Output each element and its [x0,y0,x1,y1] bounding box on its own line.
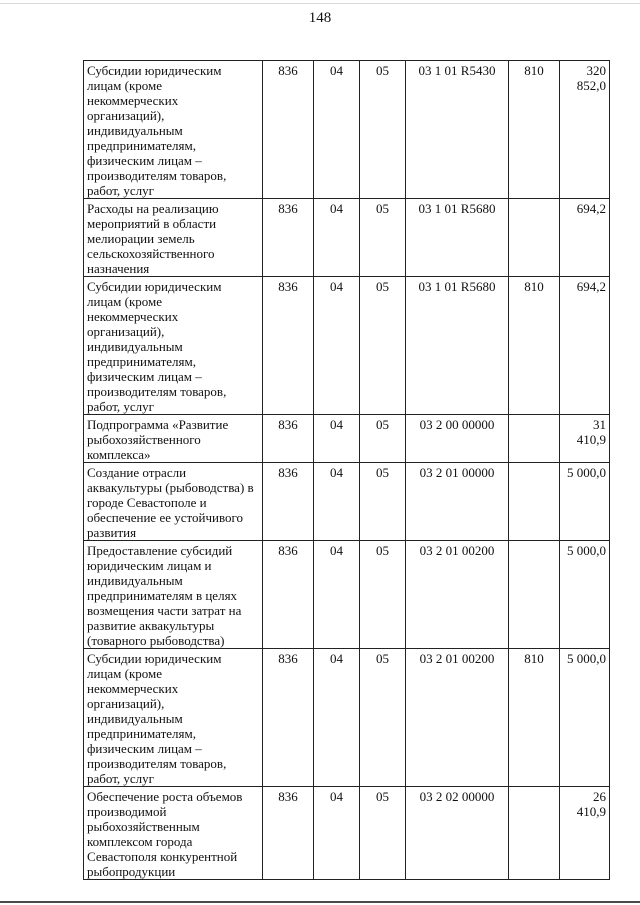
cell-expense-type [509,199,560,277]
expense-name-line: организаций), [87,696,165,711]
expense-name-line: некоммерческих [87,681,179,696]
cell-section-code: 04 [314,463,360,541]
cell-subsection-code: 05 [360,199,406,277]
expense-name-line: комплексом города [87,834,193,849]
expense-name-line: Субсидии юридическим [87,651,222,666]
cell-amount: 5 000,0 [560,541,610,649]
scan-edge-bottom [0,901,640,903]
expense-name-line: работ, услуг [87,399,155,414]
cell-subsection-code: 05 [360,61,406,199]
expense-name-line: производителям товаров, [87,168,227,183]
expense-name-line: развитие аквакультуры [87,618,215,633]
cell-target-article: 03 2 02 00000 [406,787,509,880]
expense-name-line: Обеспечение роста объемов [87,789,243,804]
expense-name-line: мероприятий в области [87,216,217,231]
cell-section-code: 04 [314,787,360,880]
expense-name-line: физическим лицам – [87,153,202,168]
expense-name-line: Создание отрасли [87,465,187,480]
table-row [84,649,610,787]
expense-name-line: предпринимателям в целях [87,588,238,603]
expense-name-line: индивидуальным [87,339,183,354]
cell-expense-type [509,787,560,880]
expense-name-line: Субсидии юридическим [87,63,222,78]
table-row [84,787,610,880]
cell-target-article: 03 2 01 00000 [406,463,509,541]
expense-name-line: производителям товаров, [87,756,227,771]
expense-name-line: Севастополя конкурентной [87,849,238,864]
expense-name-line: индивидуальным [87,123,183,138]
cell-subsection-code: 05 [360,415,406,463]
expense-name-line: обеспечение ее устойчивого [87,510,244,525]
cell-amount: 31 410,9 [560,415,610,463]
cell-amount: 5 000,0 [560,463,610,541]
budget-table [83,60,610,880]
cell-section-code: 04 [314,277,360,415]
cell-expense-type [509,415,560,463]
cell-amount: 694,2 [560,277,610,415]
cell-section-code: 04 [314,199,360,277]
expense-name-line: Подпрограмма «Развитие [87,417,229,432]
cell-target-article: 03 2 00 00000 [406,415,509,463]
cell-grbs-code: 836 [263,415,314,463]
expense-name-line: производителям товаров, [87,384,227,399]
expense-name-line: некоммерческих [87,309,179,324]
expense-name-line: мелиорации земель [87,231,195,246]
expense-name-line: индивидуальным [87,573,183,588]
cell-subsection-code: 05 [360,541,406,649]
expense-name-line: комплекса» [87,447,151,462]
expense-name-line: организаций), [87,108,165,123]
cell-amount: 694,2 [560,199,610,277]
table-row [84,463,610,541]
expense-name-line: сельскохозяйственного [87,246,215,261]
cell-grbs-code: 836 [263,541,314,649]
cell-amount: 26 410,9 [560,787,610,880]
cell-subsection-code: 05 [360,463,406,541]
expense-name-line: физическим лицам – [87,741,202,756]
expense-name-line: Субсидии юридическим [87,279,222,294]
cell-expense-name [84,61,263,199]
expense-name-line: Расходы на реализацию [87,201,219,216]
cell-expense-type: 810 [509,277,560,415]
cell-section-code: 04 [314,541,360,649]
expense-name-line: рыбохозяйственным [87,819,200,834]
expense-name-line: (товарного рыбоводства) [87,633,225,648]
expense-name-line: рыбохозяйственного [87,432,201,447]
table-row [84,415,610,463]
cell-grbs-code: 836 [263,61,314,199]
cell-target-article: 03 1 01 R5680 [406,277,509,415]
expense-name-line: аквакультуры (рыбоводства) в [87,480,254,495]
cell-expense-name [84,415,263,463]
table-row [84,277,610,415]
cell-target-article: 03 1 01 R5680 [406,199,509,277]
cell-grbs-code: 836 [263,787,314,880]
expense-name-line: развития [87,525,137,540]
expense-name-line: рыбопродукции [87,864,176,879]
expense-name-line: Предоставление субсидий [87,543,233,558]
cell-expense-type: 810 [509,61,560,199]
cell-target-article: 03 2 01 00200 [406,541,509,649]
table-row [84,199,610,277]
expense-name-line: производимой [87,804,167,819]
expense-name-line: организаций), [87,324,165,339]
cell-subsection-code: 05 [360,277,406,415]
scan-edge-top [0,3,640,4]
cell-expense-name [84,463,263,541]
cell-amount: 5 000,0 [560,649,610,787]
page-number: 148 [308,10,332,26]
cell-section-code: 04 [314,415,360,463]
cell-expense-name [84,541,263,649]
table-row [84,61,610,199]
cell-expense-name [84,649,263,787]
cell-expense-type: 810 [509,649,560,787]
expense-name-line: предпринимателям, [87,354,196,369]
expense-name-line: индивидуальным [87,711,183,726]
cell-section-code: 04 [314,61,360,199]
cell-amount: 320 852,0 [560,61,610,199]
expense-name-line: возмещения части затрат на [87,603,242,618]
cell-expense-type [509,463,560,541]
table-row [84,541,610,649]
cell-expense-name [84,787,263,880]
expense-name-line: назначения [87,261,150,276]
cell-expense-name [84,277,263,415]
cell-expense-name [84,199,263,277]
expense-name-line: работ, услуг [87,771,155,786]
cell-grbs-code: 836 [263,277,314,415]
cell-subsection-code: 05 [360,649,406,787]
expense-name-line: лицам (кроме [87,294,163,309]
cell-target-article: 03 1 01 R5430 [406,61,509,199]
expense-name-line: городе Севастополе и [87,495,207,510]
expense-name-line: физическим лицам – [87,369,202,384]
cell-grbs-code: 836 [263,199,314,277]
expense-name-line: юридическим лицам и [87,558,212,573]
expense-name-line: лицам (кроме [87,666,163,681]
cell-grbs-code: 836 [263,649,314,787]
cell-expense-type [509,541,560,649]
cell-subsection-code: 05 [360,787,406,880]
expense-name-line: работ, услуг [87,183,155,198]
expense-name-line: предпринимателям, [87,726,196,741]
cell-target-article: 03 2 01 00200 [406,649,509,787]
expense-name-line: некоммерческих [87,93,179,108]
expense-name-line: лицам (кроме [87,78,163,93]
cell-section-code: 04 [314,649,360,787]
budget-table-body [84,61,610,880]
expense-name-line: предпринимателям, [87,138,196,153]
cell-grbs-code: 836 [263,463,314,541]
